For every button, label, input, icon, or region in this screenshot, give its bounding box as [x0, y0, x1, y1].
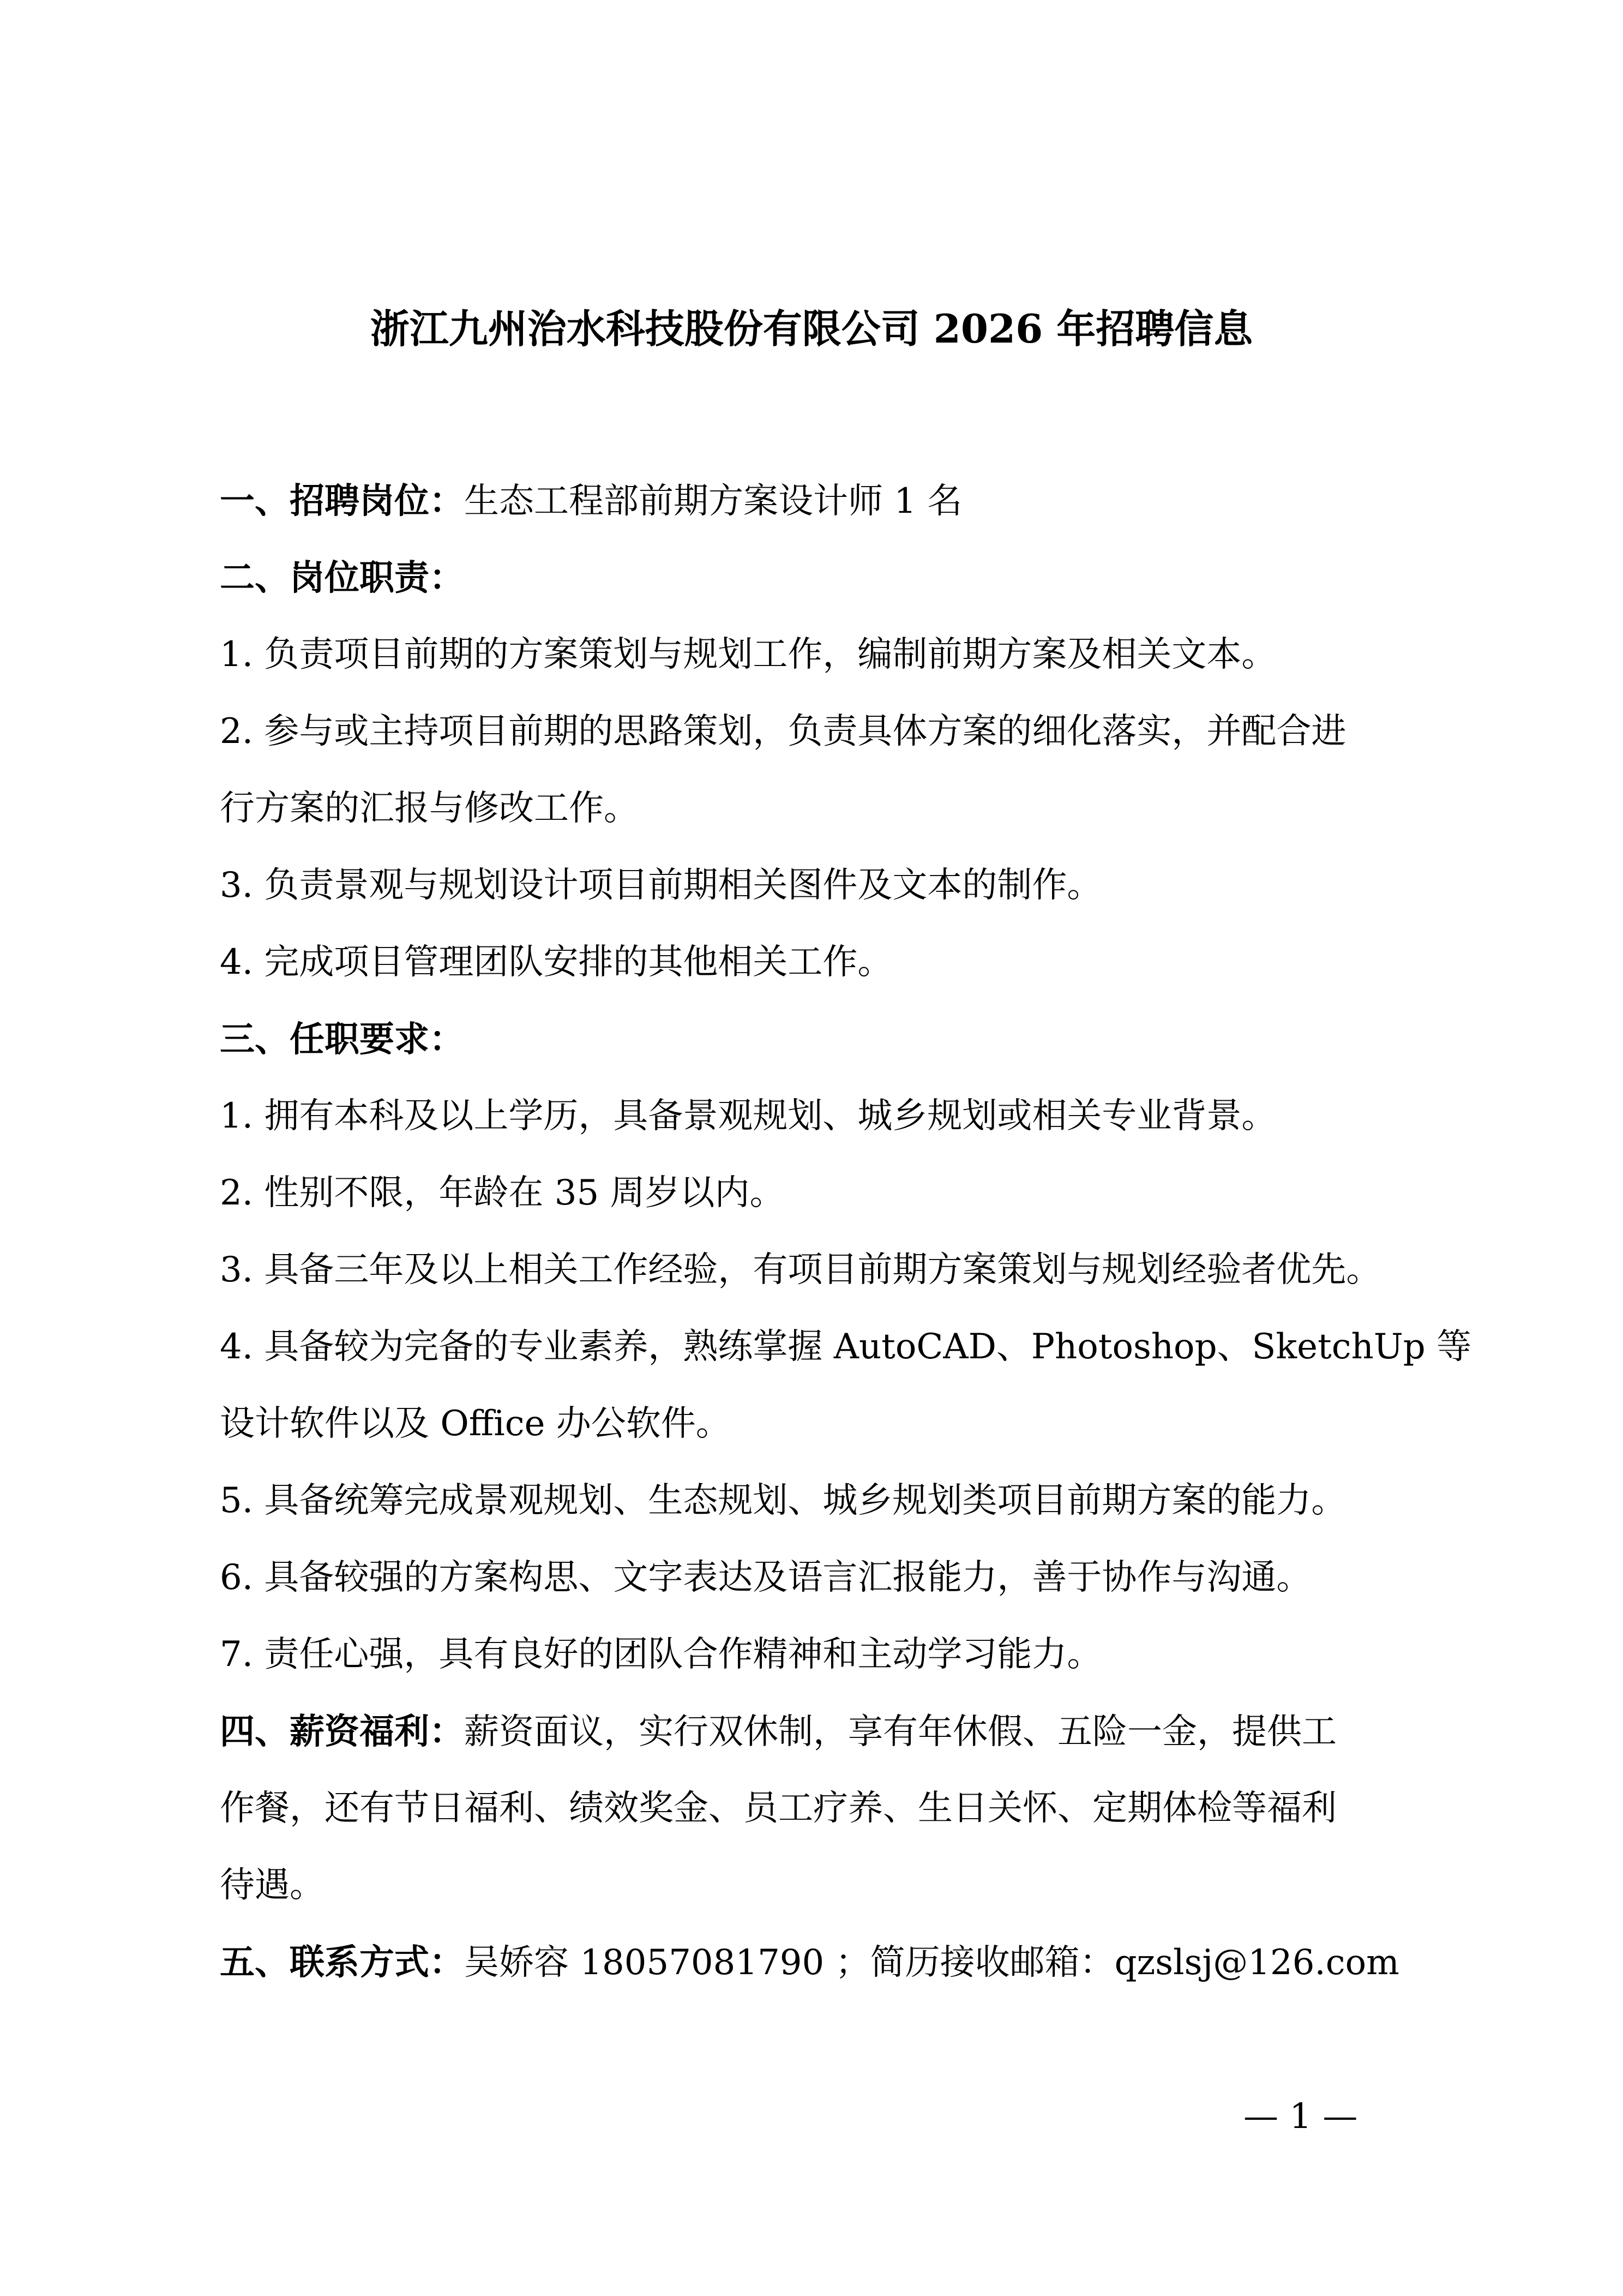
- position-text: 生态工程部前期方案设计师 1 名: [464, 481, 963, 521]
- position-heading: 一、招聘岗位：: [220, 481, 464, 521]
- requirement-item-1: 1. 拥有本科及以上学历，具备景观规划、城乡规划或相关专业背景。: [220, 1096, 1277, 1136]
- position-line: [220, 463, 1441, 539]
- requirement-item-6: 6. 具备较强的方案构思、文字表达及语言汇报能力，善于协作与沟通。: [220, 1557, 1312, 1598]
- requirement-item-4-continued: 设计软件以及 Office 办公软件。: [220, 1404, 731, 1444]
- requirement-item-5: 5. 具备统筹完成景观规划、生态规划、城乡规划类项目前期方案的能力。: [220, 1480, 1347, 1521]
- requirement-item-3: 3. 具备三年及以上相关工作经验，有项目前期方案策划与规划经验者优先。: [220, 1250, 1381, 1290]
- benefits-text-1: 薪资面议，实行双休制，享有年休假、五险一金，提供工: [464, 1712, 1337, 1752]
- duty-item-3: 3. 负责景观与规划设计项目前期相关图件及文本的制作。: [220, 865, 1102, 906]
- document-title: 浙江九州治水科技股份有限公司 2026 年招聘信息: [370, 305, 1253, 352]
- contact-line: [220, 1924, 1441, 2001]
- duties-heading: 二、岗位职责：: [220, 557, 464, 598]
- benefits-line-2: 作餐，还有节日福利、绩效奖金、员工疗养、生日关怀、定期体检等福利: [220, 1788, 1337, 1829]
- duty-item-4: 4. 完成项目管理团队安排的其他相关工作。: [220, 942, 893, 982]
- benefits-line-3: 待遇。: [220, 1865, 324, 1905]
- benefits-line-1: [220, 1693, 1441, 1770]
- duty-item-2: 2. 参与或主持项目前期的思路策划，负责具体方案的细化落实，并配合进: [220, 711, 1347, 752]
- duty-item-1: 1. 负责项目前期的方案策划与规划工作，编制前期方案及相关文本。: [220, 634, 1277, 675]
- requirement-item-2: 2. 性别不限，年龄在 35 周岁以内。: [220, 1173, 785, 1213]
- requirement-item-7: 7. 责任心强，具有良好的团队合作精神和主动学习能力。: [220, 1634, 1102, 1675]
- contact-text: 吴娇容 18057081790 ；简历接收邮箱：qzslsj@126.com: [464, 1943, 1399, 1983]
- benefits-heading: 四、薪资福利：: [220, 1711, 464, 1752]
- contact-heading: 五、联系方式：: [220, 1942, 464, 1983]
- duty-item-2-continued: 行方案的汇报与修改工作。: [220, 788, 639, 829]
- document-body: [220, 463, 1472, 2001]
- requirement-item-4: 4. 具备较为完备的专业素养，熟练掌握 AutoCAD、Photoshop、SketchUp 等: [220, 1327, 1472, 1367]
- page-number: — 1 —: [1243, 2096, 1358, 2137]
- requirements-heading: 三、任职要求：: [220, 1019, 464, 1060]
